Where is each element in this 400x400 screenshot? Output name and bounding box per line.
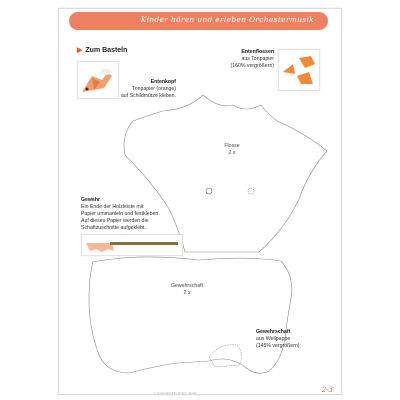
duck-feet-line2: (160% vergrößern) <box>230 63 274 69</box>
stock-note <box>256 329 336 350</box>
duck-feet-title: Entenflossen <box>241 49 274 55</box>
copyright-footer: © Copyrighted by M.Sch. Verlag <box>154 391 197 395</box>
stock-note-line1: aus Wellpappe <box>256 336 291 342</box>
stock-note-line2: (145% vergrößern) <box>256 343 300 349</box>
banner-title: Kinder hören und erleben Orchestermusik <box>140 15 314 24</box>
duck-feet-line1: aus Tonpapier <box>241 56 274 62</box>
rifle-line-2: Papier ummanteln und festkleben. <box>81 211 160 217</box>
rifle-line-3: Auf dieses Papier werden die <box>81 218 149 224</box>
flipper-name: Flosse <box>224 143 240 149</box>
stock-label <box>152 283 222 297</box>
flipper-count: 2 x <box>228 150 236 156</box>
arrow-icon: ▶ <box>77 47 83 54</box>
rifle-text <box>81 197 201 232</box>
duck-head-line2: auf Schildmütze kleben. <box>120 93 176 99</box>
rifle-icon <box>82 235 182 255</box>
rifle-stock-cut-guide <box>209 345 242 367</box>
hole-mark-right <box>248 188 254 194</box>
worksheet-page <box>58 8 342 395</box>
rifle-title: Gewehr <box>81 197 101 203</box>
rifle-line-4: Schaftzuschnitte aufgeklebt. <box>81 225 146 231</box>
duck-head-title: Entenkopf <box>150 79 176 85</box>
duck-head-line1: Tonpapier (orange) <box>132 86 176 92</box>
rifle-stock-outline <box>89 257 292 373</box>
stock-count: 2 x <box>183 290 191 296</box>
section-title-text: Zum Basteln <box>85 47 128 54</box>
rifle-photo <box>81 234 183 256</box>
page-number: 2-3 <box>321 386 333 394</box>
stock-name: Gewehrschaft <box>170 283 203 289</box>
rifle-line-1: Ein Ende der Holzleiste mit <box>81 204 144 210</box>
flipper-label <box>202 143 262 157</box>
hole-mark-left <box>206 188 212 194</box>
stock-note-title: Gewehrschaft <box>256 329 291 335</box>
